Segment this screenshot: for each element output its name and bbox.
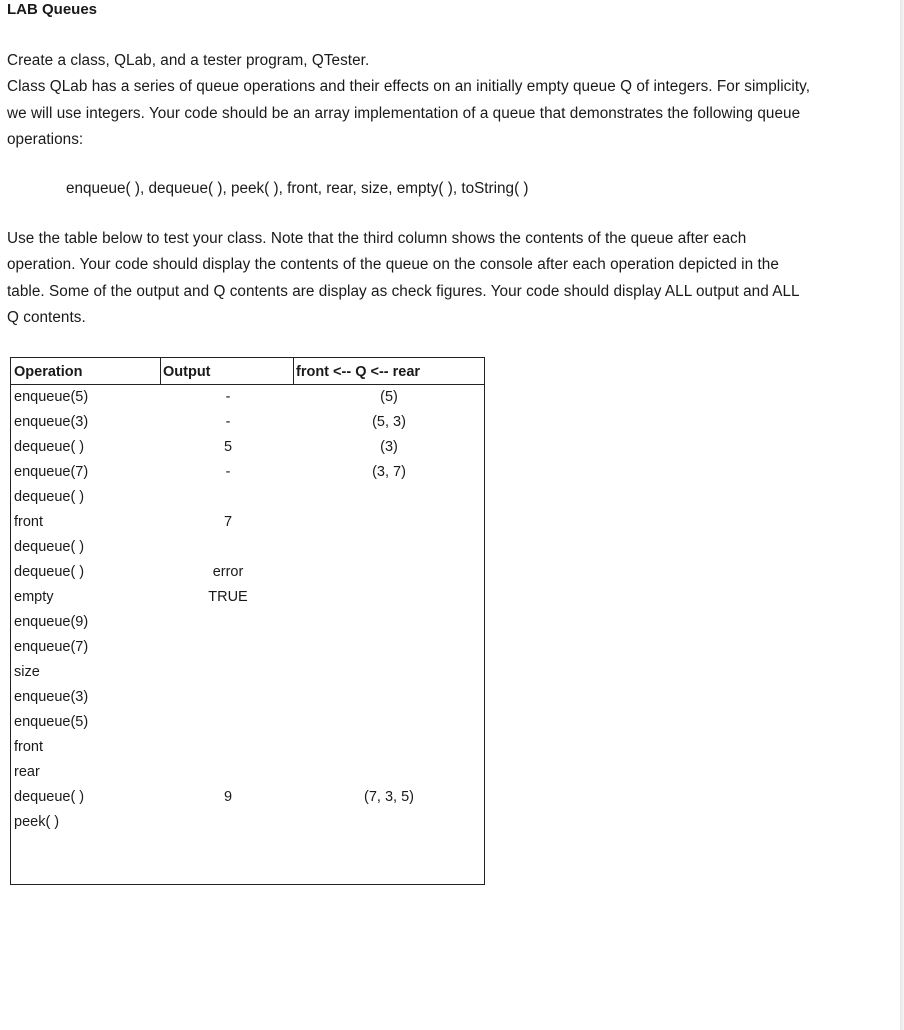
table-cell-output: 7 — [223, 514, 233, 530]
header-queue-contents: front <-- Q <-- rear — [296, 364, 421, 380]
table-cell-queue — [294, 810, 484, 835]
table-cell-output: TRUE — [208, 589, 248, 605]
table-cell-queue — [294, 535, 484, 560]
table-cell-queue — [294, 710, 484, 735]
table-cell-queue — [294, 760, 484, 785]
table-cell-queue — [294, 585, 484, 610]
table-cell-queue: (5, 3) — [372, 414, 406, 430]
instructions-line: table. Some of the output and Q contents are display as check figures. Your code should display ALL output and ALL — [7, 282, 800, 300]
table-cell-operation: enqueue(3) — [14, 689, 89, 705]
column-divider — [293, 358, 294, 384]
table-cell-operation: empty — [14, 589, 54, 605]
table-instructions-paragraph — [7, 226, 892, 331]
table-cell-operation: enqueue(5) — [14, 714, 89, 730]
table-cell-output — [162, 485, 294, 510]
table-cell-queue: (5) — [380, 389, 398, 405]
table-cell-operation: enqueue(9) — [14, 614, 89, 630]
table-cell-queue — [294, 685, 484, 710]
page-title: LAB Queues — [7, 1, 98, 18]
instructions-line: Use the table below to test your class. Note that the third column shows the contents of the queue after each — [7, 230, 747, 247]
table-cell-operation: dequeue( ) — [14, 564, 85, 580]
operations-list: enqueue( ), dequeue( ), peek( ), front, rear, size, empty( ), toString( ) — [66, 180, 529, 197]
table-cell-queue: (3, 7) — [372, 464, 406, 480]
table-cell-output — [162, 635, 294, 660]
table-cell-output — [162, 660, 294, 685]
table-cell-output — [162, 810, 294, 835]
table-cell-output: 5 — [223, 439, 233, 455]
column-divider — [160, 358, 161, 384]
table-cell-queue: (7, 3, 5) — [364, 789, 414, 805]
table-cell-output — [162, 735, 294, 760]
instructions-line: we will use integers. Your code should be an array implementation of a queue that demonstrates the following queue — [7, 104, 801, 122]
table-cell-queue — [294, 660, 484, 685]
table-cell-queue — [294, 560, 484, 585]
table-cell-queue — [294, 610, 484, 635]
table-cell-output — [162, 535, 294, 560]
table-cell-operation: dequeue( ) — [14, 539, 85, 555]
table-cell-operation: rear — [14, 764, 40, 780]
table-cell-operation: dequeue( ) — [14, 439, 85, 455]
table-cell-output — [162, 685, 294, 710]
table-cell-operation: front — [14, 514, 44, 530]
table-cell-queue: (3) — [380, 439, 398, 455]
table-cell-operation: peek( ) — [14, 814, 60, 830]
table-cell-queue — [294, 485, 484, 510]
table-cell-operation: size — [14, 664, 40, 680]
table-cell-output — [162, 610, 294, 635]
table-cell-queue — [294, 635, 484, 660]
header-operation: Operation — [14, 364, 83, 380]
page-edge — [900, 0, 904, 1030]
table-cell-operation: front — [14, 739, 44, 755]
table-cell-operation: dequeue( ) — [14, 789, 85, 805]
table-cell-operation: enqueue(7) — [14, 639, 89, 655]
table-cell-output: error — [212, 564, 244, 580]
table-cell-operation: dequeue( ) — [14, 489, 85, 505]
instructions-paragraph — [7, 48, 892, 153]
table-cell-output: - — [225, 389, 231, 405]
table-cell-output: 9 — [223, 789, 233, 805]
instructions-line: Q contents. — [7, 308, 86, 326]
table-cell-queue — [294, 510, 484, 535]
table-cell-operation: enqueue(7) — [14, 464, 89, 480]
table-cell-operation: enqueue(5) — [14, 389, 89, 405]
table-cell-output — [162, 760, 294, 785]
instructions-line: operation. Your code should display the contents of the queue on the console after each operation depicted in the — [7, 256, 779, 274]
table-cell-output: - — [225, 464, 231, 480]
instructions-line: operations: — [7, 130, 84, 148]
table-cell-operation: enqueue(3) — [14, 414, 89, 430]
instructions-line: Class QLab has a series of queue operations and their effects on an initially empty queue Q of integers. For simplicity, — [7, 78, 810, 96]
table-cell-queue — [294, 735, 484, 760]
header-output: Output — [163, 364, 211, 380]
table-cell-output: - — [225, 414, 231, 430]
table-cell-output — [162, 710, 294, 735]
queue-operations-table — [10, 357, 485, 885]
instructions-line: Create a class, QLab, and a tester program, QTester. — [7, 52, 370, 69]
